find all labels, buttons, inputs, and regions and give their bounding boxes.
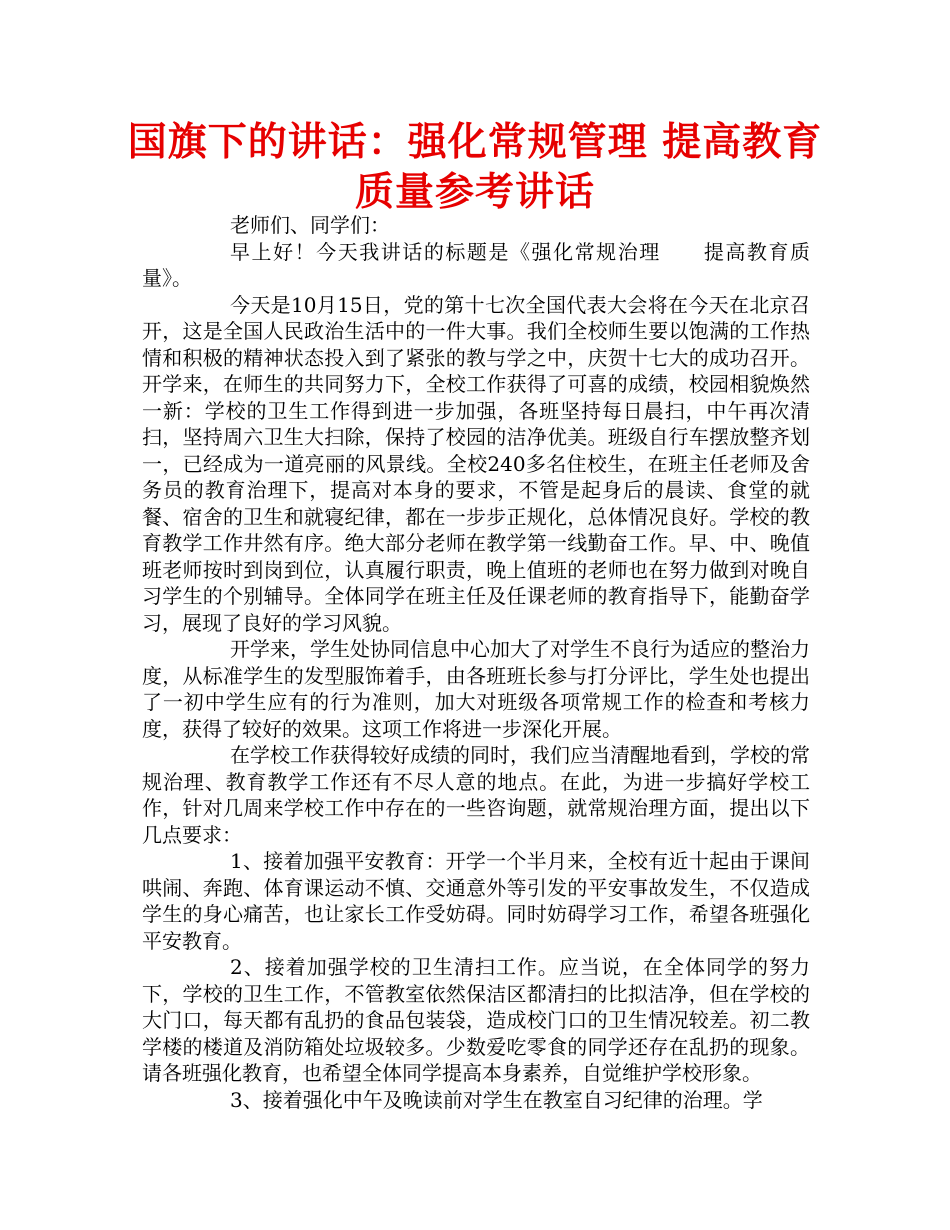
safety-paragraph: 1、接着加强平安教育：开学一个半月来，全校有近十起由于课间哄闹、奔跑、体育课运动不慎、交通意外等引发的平安事故发生，不仅造成学生的身心痛苦，也让家长工作受妨碍。同时妨碍学习工作，希望各班强化平安教育。 [142, 849, 810, 953]
discipline-paragraph: 3、接着强化中午及晚读前对学生在教室自习纪律的治理。学 [230, 1087, 763, 1112]
behavior-paragraph: 开学来，学生处协同信息中心加大了对学生不良行为适应的整治力度，从标准学生的发型服饰着手，由各班班长参与打分评比，学生处也提出了一初中学生应有的行为准则，加大对班级各项常规工作的检查和考核力度，获得了较好的效果。这项工作将进一步深化开展。 [142, 637, 810, 741]
greeting-paragraph: 早上好！今天我讲话的标题是《强化常规治理 提高教育质量》。 [142, 239, 810, 290]
salutation-paragraph: 老师们、同学们： [230, 213, 390, 237]
hygiene-paragraph: 2、接着加强学校的卫生清扫工作。应当说，在全体同学的努力下，学校的卫生工作，不管教室依然保洁区都清扫的比拟洁净，但在学校的大门口，每天都有乱扔的食品包装袋，造成校门口的卫生情况较差。初二教学楼的楼道及消防箱处垃圾较多。少数爱吃零食的同学还存在乱扔的现象。请各班强化教育，也希望全体同学提高本身素养，自觉维护学校形象。 [142, 955, 810, 1085]
achievements-paragraph: 今天是10月15日，党的第十七次全国代表大会将在今天在北京召开，这是全国人民政治生活中的一件大事。我们全校师生要以饱满的工作热情和积极的精神状态投入到了紧张的教与学之中，庆贺十七大的成功召开。开学来，在师生的共同努力下，全校工作获得了可喜的成绩，校园相貌焕然一新：学校的卫生工作得到进一步加强，各班坚持每日晨扫，中午再次清扫，坚持周六卫生大扫除，保持了校园的洁净优美。班级自行车摆放整齐划一，已经成为一道亮丽的风景线。全校240多名住校生，在班主任老师及舍务员的教育治理下，提高对本身的要求，不管是起身后的晨读、食堂的就餐、宿舍的卫生和就寝纪律，都在一步步正规化，总体情况良好。学校的教育教学工作井然有序。绝大部分老师在教学第一线勤奋工作。早、中、晚值班老师按时到岗到位，认真履行职责，晚上值班的老师也在努力做到对晚自习学生的个别辅导。全体同学在班主任及任课老师的教育指导下，能勤奋学习，展现了良好的学习风貌。 [142, 292, 810, 635]
document-body [142, 212, 810, 1113]
document-title: 国旗下的讲话：强化常规管理 提高教育质量参考讲话 [127, 120, 823, 215]
requirements-intro-paragraph: 在学校工作获得较好成绩的同时，我们应当清醒地看到，学校的常规治理、教育教学工作还有不尽人意的地点。在此，为进一步搞好学校工作，针对几周来学校工作中存在的一些咨询题，就常规治理方面，提出以下几点要求： [142, 743, 810, 847]
